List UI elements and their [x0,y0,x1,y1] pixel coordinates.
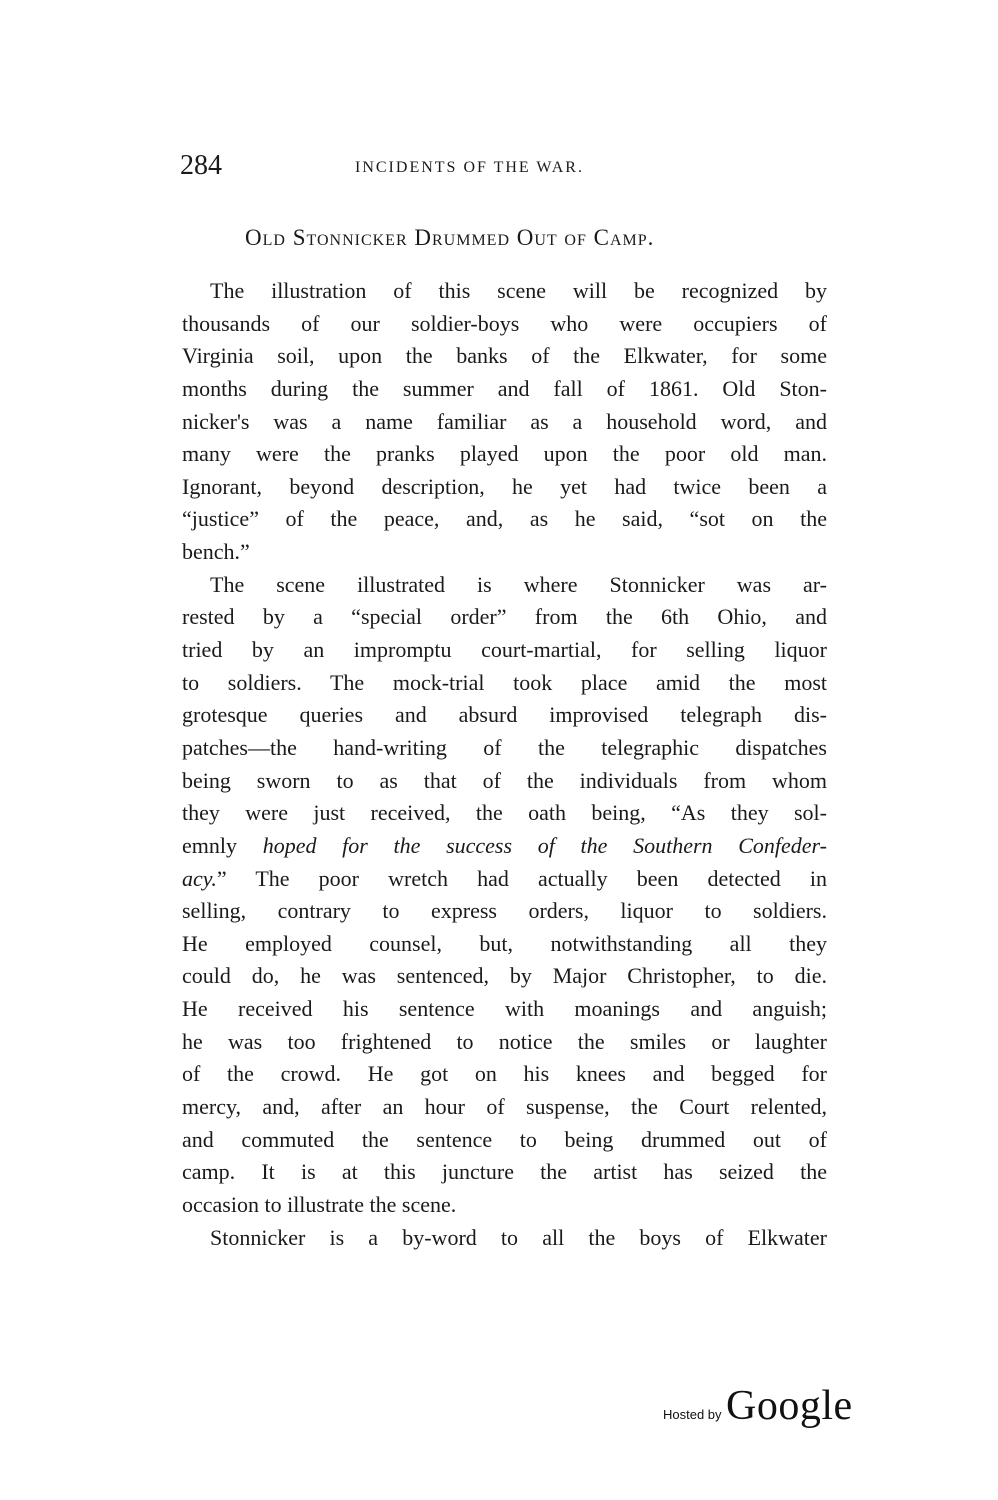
text-line: He employed counsel, but, notwithstanding all they [182,930,827,956]
text-line: of the crowd. He got on his knees and begged for [182,1061,827,1087]
text-line: bench.” [182,539,250,565]
page-number: 284 [180,150,222,181]
text-line: Stonnicker is a by-word to all the boys of Elkwater [210,1224,827,1250]
text-line: emnly hoped for the success of the Southern Confeder- [182,832,827,858]
text-line: camp. It is at this juncture the artist has seized the [182,1159,827,1185]
text-line: tried by an impromptu court-martial, for selling liquor [182,637,827,663]
text-line: acy.” The poor wretch had actually been detected in [182,865,827,891]
text-line: being sworn to as that of the individuals from whom [182,767,827,793]
running-header: INCIDENTS OF THE WAR. [355,159,584,176]
text-line: Ignorant, beyond description, he yet had twice been a [182,473,827,499]
text-line: selling, contrary to express orders, liquor to soldiers. [182,898,827,924]
text-line: “justice” of the peace, and, as he said, “sot on the [182,506,827,532]
section-title: Old Stonnicker Drummed Out of Camp. [245,225,655,250]
text-line: could do, he was sentenced, by Major Christopher, to die. [182,963,827,989]
text-line: many were the pranks played upon the poor old man. [182,441,827,467]
text-line: patches—the hand-writing of the telegraphic dispatches [182,734,827,760]
text-line: to soldiers. The mock-trial took place amid the most [182,669,827,695]
hosted-by-label: Hosted by [663,1407,722,1422]
text-line: he was too frightened to notice the smiles or laughter [182,1028,827,1054]
text-line: The scene illustrated is where Stonnicker was ar- [210,571,827,597]
text-line: grotesque queries and absurd improvised telegraph dis- [182,702,827,728]
text-line: and commuted the sentence to being drummed out of [182,1126,827,1152]
text-line: thousands of our soldier-boys who were occupiers of [182,310,827,336]
text-line: rested by a “special order” from the 6th Ohio, and [182,604,827,630]
text-line: Virginia soil, upon the banks of the Elkwater, for some [182,343,827,369]
text-line: He received his sentence with moanings and anguish; [182,996,827,1022]
text-line: mercy, and, after an hour of suspense, the Court relented, [182,1094,827,1120]
text-line: occasion to illustrate the scene. [182,1191,457,1217]
text-line: they were just received, the oath being, “As they sol- [182,800,827,826]
hosted-by-credit [663,1382,853,1430]
text-line: months during the summer and fall of 1861. Old Ston- [182,375,827,401]
google-logo: Google [726,1383,853,1429]
text-line: nicker's was a name familiar as a household word, and [182,408,827,434]
body-text [182,275,827,1254]
text-line: The illustration of this scene will be recognized by [210,278,827,303]
